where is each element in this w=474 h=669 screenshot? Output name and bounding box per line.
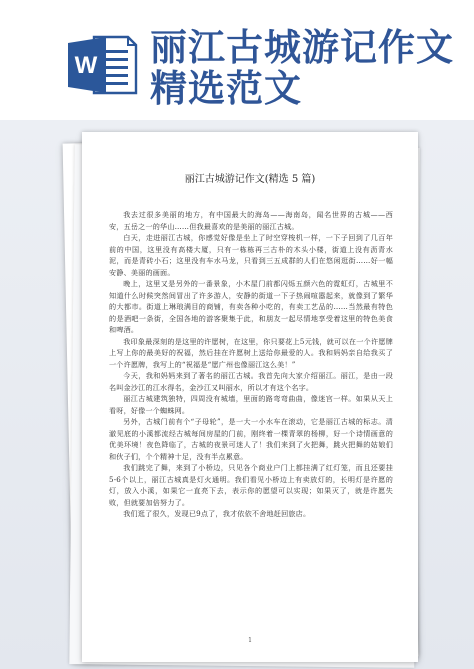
banner-header xyxy=(0,0,474,120)
paragraph: 晚上，这里又是另外的一番景象，小木屋门前都闪烁五颜六色的霓虹灯，古城里不知道什么时候突然间冒出了许多游人，安静的街道一下子热闹喧嚣起来，就像到了繁华的大都市。街道上琳琅满目的商铺，有卖各种小吃的，有卖工艺品的……当然最有特色的是酒吧一条街，全国各地的游客聚集于此，和朋友一起尽情地享受着这里的特色美食和啤酒。 xyxy=(109,279,393,334)
banner-title-line1: 丽江古城游记作文 xyxy=(150,26,454,69)
paragraph: 我们逛了很久，发现已9点了，我才依依不舍地赶回旅店。 xyxy=(123,509,311,518)
paragraph: 白天，走进丽江古城，你感觉好像是坐上了时空穿梭机一样，一下子回到了几百年前的中国，这里没有高楼大厦，只有一栋栋再三古朴的木头小楼，街道上没有沥青水泥，而是青砖小石；这里没有车水马龙，只看到三五成群的人们在悠闲逛街……好一幅安静、美丽的画面。 xyxy=(109,233,393,277)
paragraph: 我去过很多美丽的地方，有中国最大的海岛——海南岛，闻名世界的古城——西安，五岳之一的华山……但我最喜欢的是美丽的丽江古城。 xyxy=(109,210,393,231)
paragraph: 另外，古城门前有个“子母轮”，是一大一小水车在滚动，它是丽江古城的标志。清澈见底的小溪都流经古城每间房屋的门前，刚终着一棵青翠的杨柳，好一个诗情画意的优美环境！夜色降临了，古城的夜景可迷人了！我们来到了火把舞，跳火把舞的姑娘们和伙子们，个个精神十足，没有半点累意。 xyxy=(109,417,393,461)
document-body xyxy=(109,209,393,520)
document-title: 丽江古城游记作文(精选 5 篇) xyxy=(184,174,316,185)
word-icon-letter: W xyxy=(74,52,98,79)
banner-title-line2: 精选范文 xyxy=(150,67,302,110)
paragraph: 今天，我和妈妈来到了著名的丽江古城。我首先向大家介绍丽江。丽江，是由一段名叫金沙江的江水得名，金沙江又叫丽水，所以才有这个名字。 xyxy=(109,371,393,392)
word-document-icon xyxy=(66,34,138,96)
paragraph: 我印象最深刻的是这里的许愿树，在这里，你只要花上5元钱，就可以在一个许愿牌上写上你的最美好的祝福，然后挂在许愿树上送给你最爱的人。我和妈妈亲自给我买了一个许愿牌，我写上的“祝福是“愿广州也像丽江这么美！” xyxy=(109,336,393,369)
document-page xyxy=(82,132,418,662)
page-number: 1 xyxy=(248,637,252,644)
paragraph: 丽江古城建筑独特，四周没有城墙，里面的路弯弯曲曲，像迷宫一样。如果从天上看呀，好像一个蜘蛛网。 xyxy=(109,394,393,415)
paragraph: 我们跳完了舞，来到了小桥边，只见各个商业户门上都挂满了红灯笼，而且还要挂5-6个以上，丽江古城真是灯火通明。我们看见小桥边上有卖放灯的，长明灯是许愿的灯，放入小溪，如果它一直亮下去，表示你的愿望可以实现；如果灭了，就是许愿失败，但就要加倍努力了。 xyxy=(109,463,393,507)
